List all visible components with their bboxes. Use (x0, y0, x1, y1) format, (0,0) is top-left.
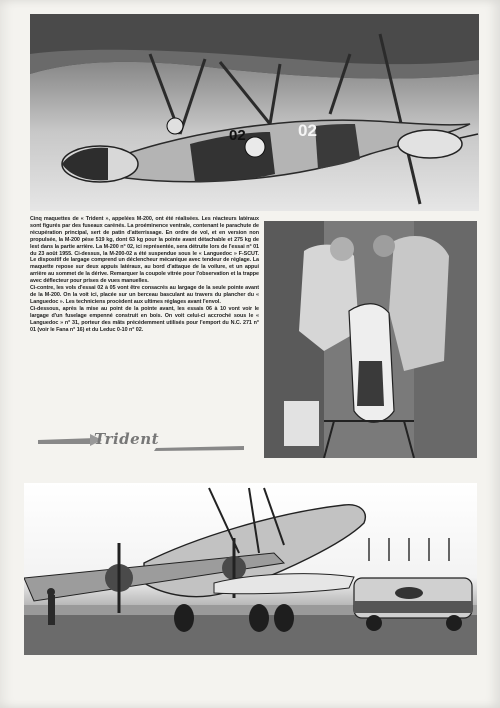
marking-02-left: 02 (229, 127, 246, 144)
caption-column (30, 216, 259, 333)
logo-text: Trident (94, 430, 160, 448)
photo-languedoc-fuselage (24, 483, 477, 655)
photo-technicians-nose-cone (264, 221, 477, 458)
marking-02-right: 02 (298, 121, 317, 140)
photo-m200-suspended (30, 14, 479, 211)
caption-paragraph-3: Ci-dessous, après la mise au point de la pointe avant, les essais 06 à 10 vont voir le largage d'un fuselage empenné construit en bois. On voit celui-ci accroché sous le « Languedoc » n° 31, porteur des mâts précédemment utilisés pour l'emport du N.C. 271 n° 01 (voir le Fana n° 16) et du Leduc 0-10 n° 02. (30, 305, 259, 333)
trident-logo (36, 426, 246, 456)
caption-paragraph-1: Cinq maquettes de « Trident », appelées M-200, ont été réalisées. Les réacteurs latéraux sont figurés par des fuseaux carénés. La proéminence ventrale, contenant le parachute de récupération principal, sert de patin d'atterrissage. En ordre de vol, et en version non propulsée, la M-200 pèse 519 kg, dont 63 kg pour la pointe avant détachable et 275 kg de lest dans la partie arrière. La M-200 n° 02, ici représentée, sera détruite lors de l'essai n° 01 du 23 août 1955. Ci-dessus, la M-200-02 a été suspendue sous le « Languedoc » F-SCUT. Le dispositif de largage comprend un déclencheur mécanique avec tendeur de réglage. La maquette repose sur deux appuis latéraux, au bord d'attaque de la voilure, et un appui arrière au sommet de la dérive. Remarquer la coupole vitrée pour l'observation et la trappe avec déflecteur pour prises de vues manuelles. (30, 216, 259, 285)
caption-paragraph-2: Ci-contre, les vols d'essai 02 à 05 vont être consacrés au largage de la seule pointe avant de la M-200. On la voit ici, placée sur un berceau basculant au travers du plancher du « Languedoc ». Les techniciens procèdent aux ultimes réglages avant l'envol. (30, 285, 259, 305)
